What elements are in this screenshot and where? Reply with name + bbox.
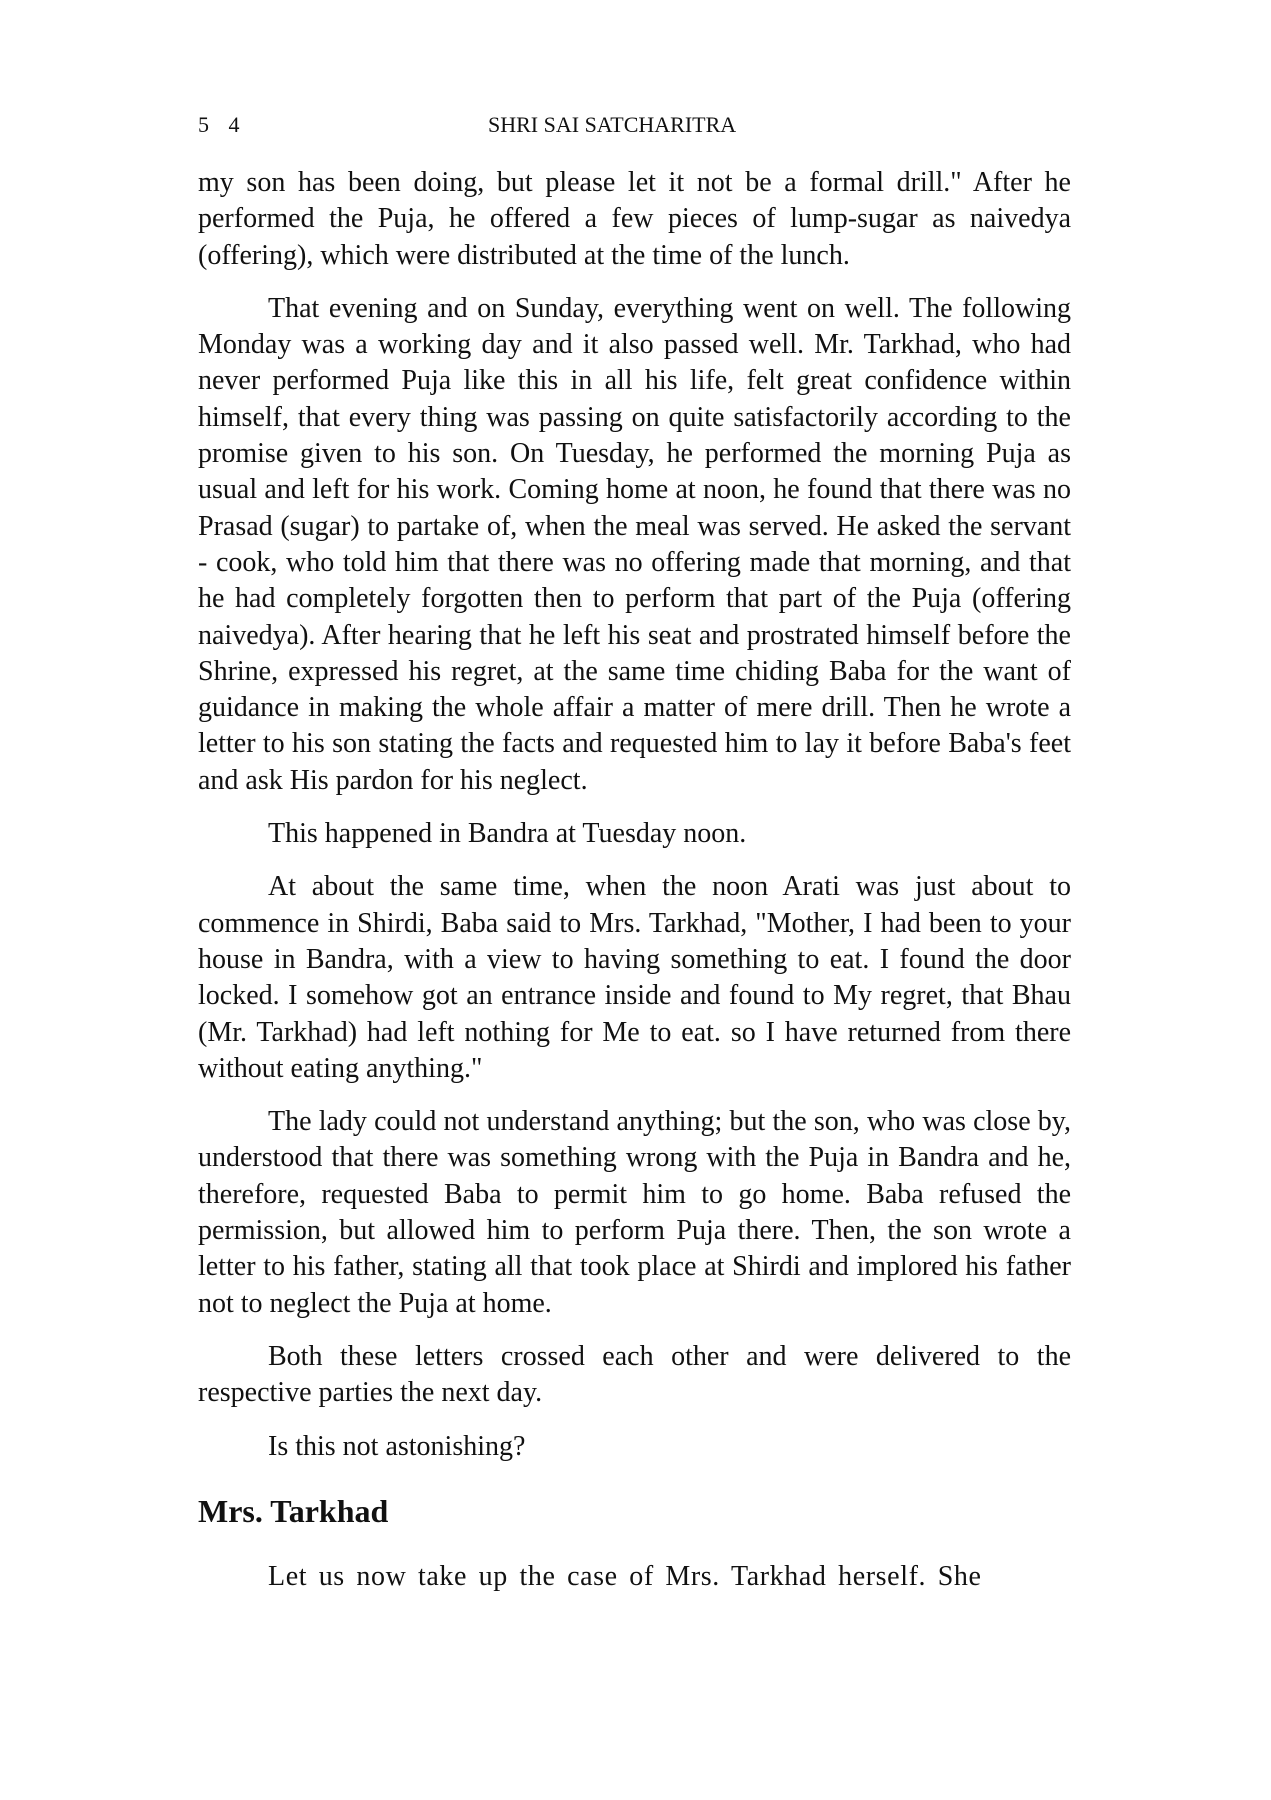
- section-heading: Mrs. Tarkhad: [198, 1492, 389, 1529]
- paragraph-puja-story: That evening and on Sunday, everything went on well. The following Monday was a working day and it also passed well. Mr. Tarkhad, who had never performed Puja like this in all his life, felt great confidence within himself, that every thing was passing on quite satisfactorily according to the promise given to his son. On Tuesday, he performed the morning Puja as usual and left for his work. Coming home at noon, he found that there was no Prasad (sugar) to partake of, when the meal was served. He asked the servant - cook, who told him that there was no offering made that morning, and that he had completely forgotten then to perform that part of the Puja (offering naivedya). After hearing that he left his seat and prostrated himself before the Shrine, expressed his regret, at the same time chiding Baba for the want of guidance in making the whole affair a matter of mere drill. Then he wrote a letter to his son stating the facts and requested him to lay it before Baba's feet and ask His pardon for his neglect.: [198, 292, 1071, 796]
- page-header: [198, 112, 1071, 142]
- page-number: 5 4: [198, 112, 247, 137]
- paragraph-baba-speaks: At about the same time, when the noon Arati was just about to commence in Shirdi, Baba said to Mrs. Tarkhad, "Mother, I had been to your house in Bandra, with a view to having something to eat. I found the door locked. I somehow got an entrance inside and found to My regret, that Bhau (Mr. Tarkhad) had left nothing for Me to eat. so I have returned from there without eating anything.": [198, 871, 1071, 1084]
- paragraph-continued: my son has been doing, but please let it not be a formal drill." After he performed the Puja, he offered a few pieces of lump-sugar as naivedya (offering), which were distributed at the time of the lunch.: [198, 167, 1071, 271]
- paragraph-son-understands: The lady could not understand anything; but the son, who was close by, understood that there was something wrong with the Puja in Bandra and he, therefore, requested Baba to permit him to go home. Baba refused the permission, but allowed him to perform Puja there. Then, the son wrote a letter to his father, stating all that took place at Shirdi and implored his father not to neglect the Puja at home.: [198, 1106, 1071, 1319]
- paragraph-bandra: This happened in Bandra at Tuesday noon.: [268, 818, 747, 850]
- paragraph-letters-crossed: Both these letters crossed each other and were delivered to the respective parties the next day.: [198, 1340, 1071, 1409]
- running-title: SHRI SAI SATCHARITRA: [488, 112, 737, 137]
- body-text: [198, 165, 1071, 1612]
- paragraph-mrs-tarkhad: Let us now take up the case of Mrs. Tarkhad herself. She: [268, 1560, 982, 1592]
- paragraph-astonishing: Is this not astonishing?: [268, 1430, 526, 1462]
